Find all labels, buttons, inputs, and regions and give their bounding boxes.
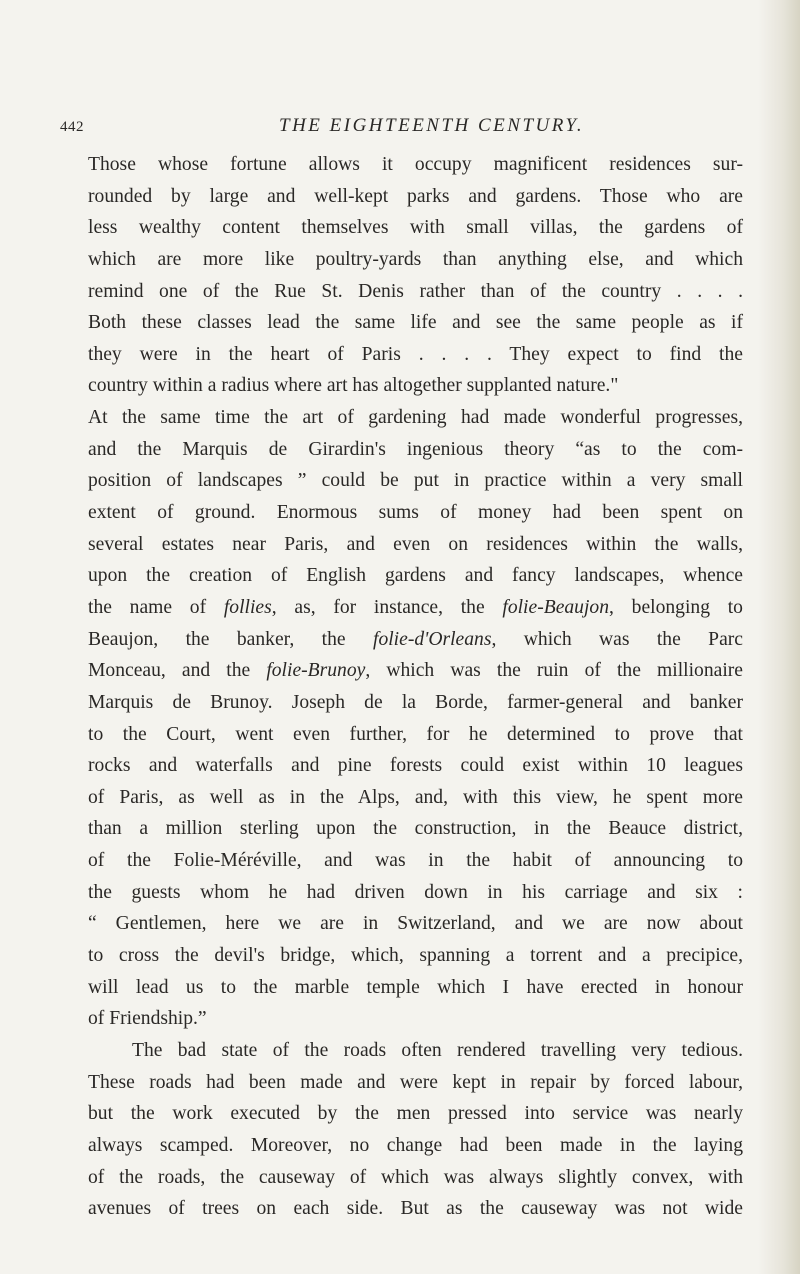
running-head: THE EIGHTEENTH CENTURY.: [279, 115, 585, 136]
text-line: of the Folie-Méréville, and was in the habit of announcing to: [88, 850, 743, 872]
text-line: Those whose fortune allows it occupy magnificent residences sur-: [88, 154, 743, 175]
text-line: of Friendship.”: [88, 1008, 207, 1030]
page-number: 442: [60, 119, 84, 135]
text-line: of the roads, the causeway of which was always slightly convex, with: [88, 1166, 743, 1188]
text-line: rounded by large and well-kept parks and gardens. Those who are: [88, 185, 743, 207]
text-line: always scamped. Moreover, no change had been made in the laying: [88, 1134, 743, 1156]
text-line: Marquis de Brunoy. Joseph de la Borde, farmer-general and banker: [88, 691, 743, 713]
italic-term: folie-Beaujon: [502, 596, 610, 618]
italic-term: folie-d'Orleans: [373, 628, 492, 650]
body-text: [88, 149, 743, 1225]
text-line: These roads had been made and were kept in repair by forced labour,: [88, 1071, 743, 1093]
text-line: less wealthy content themselves with small villas, the gardens of: [88, 217, 743, 239]
text-line: extent of ground. Enormous sums of money had been spent on: [88, 502, 743, 524]
text-line: and the Marquis de Girardin's ingenious theory “as to the com-: [88, 438, 743, 460]
page-header: [60, 103, 760, 143]
italic-term: follies: [223, 596, 272, 618]
italic-term: folie-Brunoy: [266, 660, 366, 682]
text-line: rocks and waterfalls and pine forests could exist within 10 leagues: [88, 755, 743, 777]
page-edge-shadow: [758, 0, 800, 1274]
text-line: “ Gentlemen, here we are in Switzerland, and we are now about: [88, 913, 743, 935]
text-line: avenues of trees on each side. But as the causeway was not wide: [88, 1198, 743, 1220]
text-line: which are more like poultry-yards than anything else, and which: [88, 248, 743, 270]
text-line: upon the creation of English gardens and fancy landscapes, whence: [88, 565, 743, 587]
text-line: position of landscapes ” could be put in practice within a very small: [88, 470, 743, 492]
text-line: The bad state of the roads often rendered travelling very tedious.: [132, 1039, 743, 1061]
text-line: of Paris, as well as in the Alps, and, with this view, he spent more: [88, 786, 743, 808]
text-line: but the work executed by the men pressed into service was nearly: [88, 1103, 743, 1125]
text-line: country within a radius where art has altogether supplanted nature.": [88, 375, 619, 397]
text-line: Both these classes lead the same life and see the same people as if: [88, 312, 743, 334]
text-line: Monceau, and the folie-Brunoy, which was the ruin of the millionaire: [88, 660, 743, 682]
text-line: to cross the devil's bridge, which, spanning a torrent and a precipice,: [88, 945, 743, 967]
text-line: than a million sterling upon the construction, in the Beauce district,: [88, 818, 743, 840]
text-line: several estates near Paris, and even on residences within the walls,: [88, 533, 743, 555]
text-line: remind one of the Rue St. Denis rather than of the country . . . .: [88, 280, 743, 302]
text-line: the guests whom he had driven down in his carriage and six :: [88, 881, 743, 903]
text-line: to the Court, went even further, for he determined to prove that: [88, 723, 743, 745]
text-line: they were in the heart of Paris . . . . They expect to find the: [88, 343, 743, 365]
text-line: will lead us to the marble temple which I have erected in honour: [88, 976, 743, 998]
text-line: Beaujon, the banker, the folie-d'Orleans, which was the Parc: [88, 628, 743, 650]
text-line: the name of follies, as, for instance, the folie-Beaujon, belonging to: [88, 596, 743, 618]
text-line: At the same time the art of gardening had made wonderful progresses,: [88, 407, 743, 429]
